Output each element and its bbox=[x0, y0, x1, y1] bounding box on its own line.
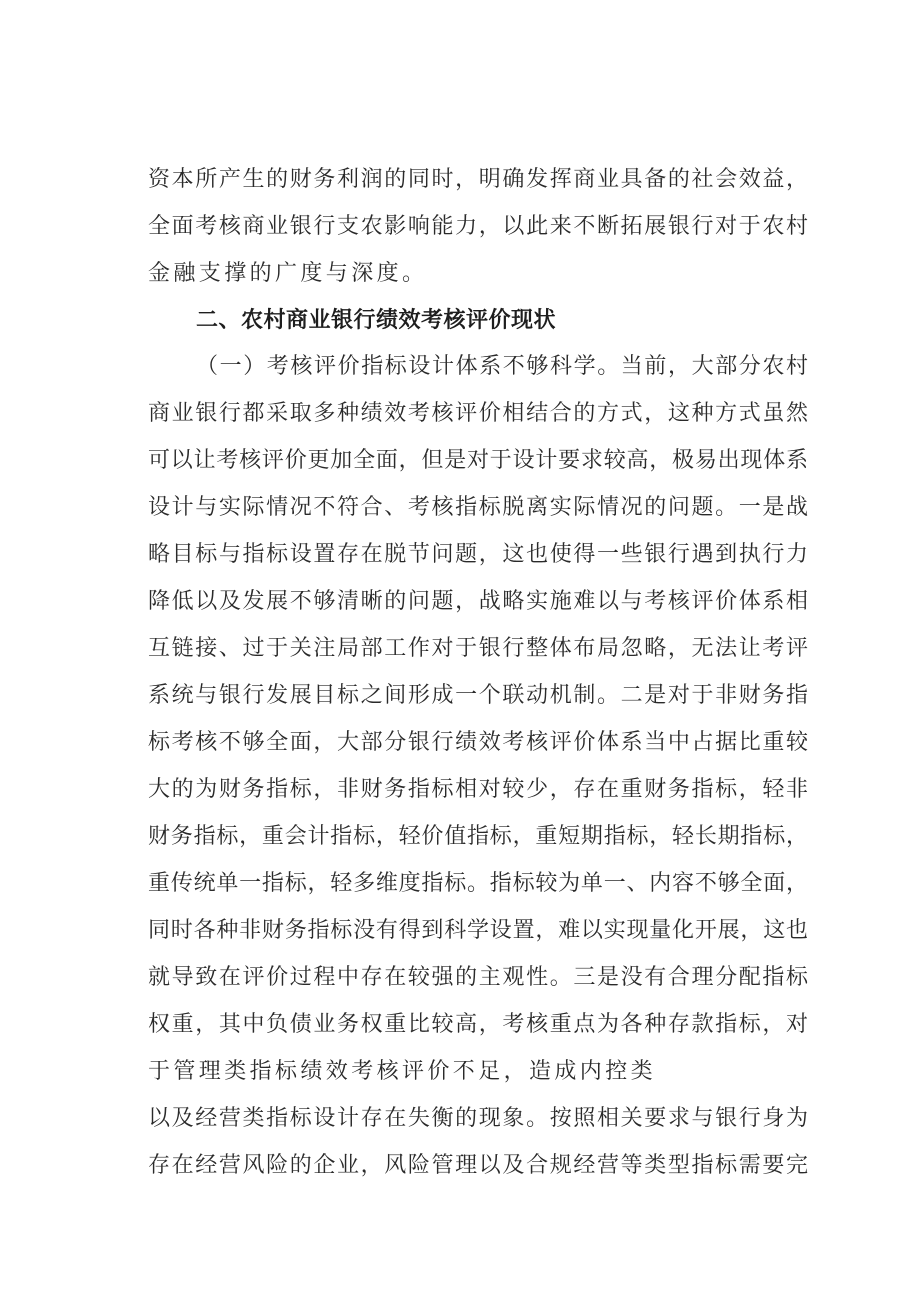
paragraph-line: 商业银行都采取多种绩效考核评价相结合的方式，这种方式虽然 bbox=[148, 401, 808, 426]
paragraph-line: 于管理类指标绩效考核评价不足，造成内控类 bbox=[148, 1059, 657, 1084]
paragraph-line: 重传统单一指标，轻多维度指标。指标较为单一、内容不够全面， bbox=[148, 871, 808, 896]
paragraph-line: 存在经营风险的企业，风险管理以及合规经营等类型指标需要完 bbox=[148, 1153, 808, 1178]
paragraph-line: 降低以及发展不够清晰的问题，战略实施难以与考核评价体系相 bbox=[148, 589, 808, 614]
body-text-line: 金融支撑的广度与深度。 bbox=[148, 261, 428, 286]
body-text-line: 全面考核商业银行支农影响能力，以此来不断拓展银行对于农村 bbox=[148, 214, 808, 239]
paragraph-line: 系统与银行发展目标之间形成一个联动机制。二是对于非财务指 bbox=[148, 683, 808, 708]
paragraph-line: 设计与实际情况不符合、考核指标脱离实际情况的问题。一是战 bbox=[148, 495, 808, 520]
paragraph-line: 财务指标，重会计指标，轻价值指标，重短期指标，轻长期指标， bbox=[148, 824, 808, 849]
paragraph-line: （一）考核评价指标设计体系不够科学。当前，大部分农村 bbox=[196, 354, 808, 379]
body-text-line: 资本所产生的财务利润的同时，明确发挥商业具备的社会效益， bbox=[148, 167, 808, 192]
section-heading: 二、农村商业银行绩效考核评价现状 bbox=[196, 308, 557, 333]
paragraph-line: 权重，其中负债业务权重比较高，考核重点为各种存款指标，对 bbox=[148, 1012, 808, 1037]
paragraph-line: 标考核不够全面，大部分银行绩效考核评价体系当中占据比重较 bbox=[148, 730, 808, 755]
paragraph-line: 大的为财务指标，非财务指标相对较少，存在重财务指标，轻非 bbox=[148, 777, 808, 802]
paragraph-line: 就导致在评价过程中存在较强的主观性。三是没有合理分配指标 bbox=[148, 965, 808, 990]
paragraph-line: 互链接、过于关注局部工作对于银行整体布局忽略，无法让考评 bbox=[148, 636, 808, 661]
paragraph-line: 略目标与指标设置存在脱节问题，这也使得一些银行遇到执行力 bbox=[148, 542, 808, 567]
paragraph-line: 可以让考核评价更加全面，但是对于设计要求较高，极易出现体系 bbox=[148, 448, 808, 473]
paragraph-line: 同时各种非财务指标没有得到科学设置，难以实现量化开展，这也 bbox=[148, 918, 808, 943]
paragraph-line: 以及经营类指标设计存在失衡的现象。按照相关要求与银行身为 bbox=[148, 1106, 808, 1131]
